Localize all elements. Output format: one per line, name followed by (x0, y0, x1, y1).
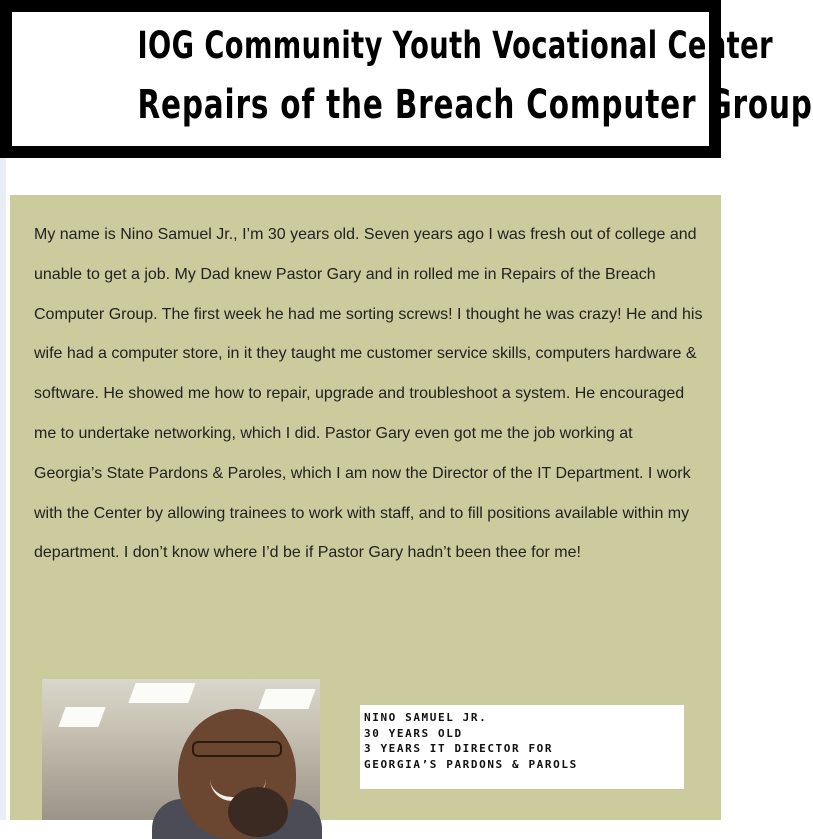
ceiling-light (128, 683, 195, 703)
header-title-line-1: IOG Community Youth Vocational Center (137, 24, 773, 67)
person-glasses (192, 741, 282, 757)
portrait-photo (42, 679, 320, 820)
child-head (228, 787, 288, 837)
story-paragraph: My name is Nino Samuel Jr., I’m 30 years old. Seven years ago I was fresh out of college and unable to get a job. My Dad knew Pastor Gary and in rolled me in Repairs of the Breach Computer Group. The first week he had me sorting screws! I thought he was crazy! He and his wife had a computer store, in it they taught me customer service skills, computers hardware & software. He showed me how to repair, upgrade and troubleshoot a system. He encouraged me to undertake networking, which I did. Pastor Gary even got me the job working at Georgia’s State Pardons & Paroles, which I am now the Director of the IT Department. I work with the Center by allowing trainees to work with staff, and to fill positions available within my department. I don’t know where I’d be if Pastor Gary hadn’t been thee for me! (34, 226, 703, 562)
left-margin-rule (0, 158, 6, 820)
caption-org: GEORGIA’S PARDONS & PAROLS (364, 757, 578, 771)
caption-age: 30 YEARS OLD (364, 726, 463, 740)
caption-role: 3 YEARS IT DIRECTOR FOR (364, 742, 554, 755)
ceiling-light (58, 707, 105, 727)
header-title-line-2: Repairs of the Breach Computer Group (137, 82, 813, 128)
caption-name: NINO SAMUEL JR. (364, 711, 488, 724)
header-banner (0, 0, 813, 158)
ceiling-light (258, 689, 315, 709)
header-inner (12, 12, 813, 146)
photo-caption (360, 705, 684, 789)
